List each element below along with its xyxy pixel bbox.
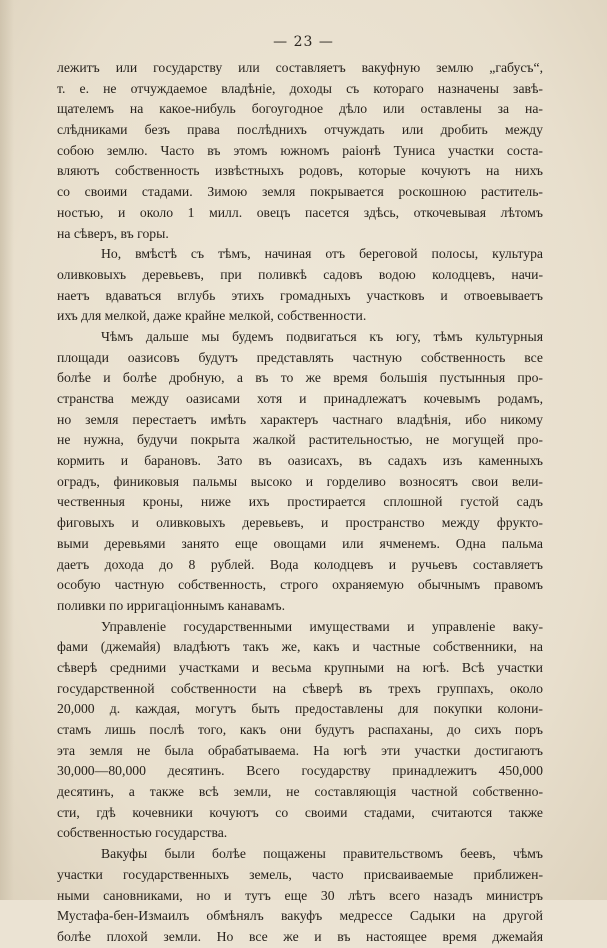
text-line: площади оазисовъ будутъ представлять частную собственность все — [57, 349, 543, 365]
text-line: Но, вмѣстѣ съ тѣмъ, начиная отъ береговой полосы, культура — [101, 246, 543, 262]
text-line: со своими стадами. Зимою земля покрывается роскошною раститель- — [57, 184, 543, 200]
text-line: сѣверѣ средними участками и весьма крупными на югѣ. Всѣ участки — [57, 659, 543, 675]
text-line: поливки по ирригаціоннымъ канавамъ. — [57, 597, 286, 613]
page-number: — 23 — — [273, 34, 334, 50]
text-line: Управленіе государственными имуществами и управленіе ваку- — [101, 618, 543, 634]
text-line: оливковыхъ деревьевъ, при поливкѣ садовъ водою колодцевъ, начи- — [57, 266, 543, 282]
text-line: болѣе и болѣе дробную, а въ то же время большія пустынныя про- — [57, 370, 543, 386]
text-line: щателемъ на какое-нибуль богоугодное дѣло или оставлены за на- — [57, 101, 543, 117]
text-line: болѣе плохой земли. Но все же и въ настоящее время джемайя — [57, 928, 543, 944]
text-line: фами (джемайя) владѣютъ такъ же, какъ и частные собственники, на — [57, 639, 543, 655]
text-line: участки государственныхъ земель, часто присваиваемые приближен- — [57, 866, 543, 882]
text-line: на сѣверъ, въ горы. — [57, 225, 169, 241]
paragraph — [57, 327, 543, 617]
text-line: фиговыхъ и оливковыхъ деревьевъ, и пространство между фрукто- — [57, 515, 543, 531]
text-line: ностью, и около 1 милл. овецъ пасется здѣсь, откочевывая лѣтомъ — [57, 204, 543, 220]
text-line: лежитъ или государству или составляетъ вакуфную землю „габусъ“, — [57, 60, 543, 75]
text-line: 30,000—80,000 десятинъ. Всего государству принадлежитъ 450,000 — [57, 763, 543, 779]
text-line: ными сановниками, но и тутъ еще 30 лѣтъ всего назадъ министръ — [57, 887, 543, 903]
text-line: особую частную собственность, строго охраняемую обычнымъ правомъ — [57, 577, 543, 593]
text-line: странства между оазисами хотя и принадлежатъ кочевымъ родамъ, — [57, 391, 543, 406]
text-line: не нужна, будучи покрыта жалкой растительностью, не могущей про- — [57, 432, 543, 448]
text-line: даетъ дохода до 8 рублей. Вода колодцевъ и ручьевъ составляетъ — [57, 556, 543, 572]
paragraph — [57, 617, 543, 845]
text-line: наетъ вдаваться вглубь этихъ громадныхъ участковъ и отвоевываетъ — [57, 287, 543, 303]
text-line: собственностью государства. — [57, 825, 228, 841]
text-line: слѣдниками безъ права послѣднихъ отчуждать или дробить между — [57, 122, 543, 138]
text-line: оградъ, финиковыя пальмы высоко и горделиво возносятъ свои вели- — [57, 473, 543, 489]
paragraph — [57, 244, 543, 327]
text-line: но земля перестаетъ имѣть характеръ частнаго владѣнія, ибо никому — [57, 411, 543, 427]
text-line: ихъ для мелкой, даже крайне мелкой, собственности. — [57, 308, 367, 324]
text-line: кормить и барановъ. Зато въ оазисахъ, въ садахъ изъ каменныхъ — [57, 453, 543, 469]
page-edge-shadow — [0, 0, 14, 900]
text-line: собою землю. Часто въ этомъ южномъ раіонѣ Туниса участки соста- — [57, 142, 543, 158]
body-text — [57, 58, 543, 948]
text-line: эта земля не была обрабатываема. На югѣ эти участки достигаютъ — [57, 742, 543, 758]
text-line: стамъ лишь послѣ того, какъ они будутъ распаханы, до сихъ поръ — [57, 722, 543, 737]
paragraph — [57, 844, 543, 947]
text-line: Чѣмъ дальше мы будемъ подвигаться къ югу, тѣмъ культурныя — [101, 328, 543, 344]
paragraph — [57, 58, 543, 244]
text-line: десятинъ, а также всѣ земли, не составляющія частной собственно- — [57, 784, 543, 800]
text-line: 20,000 д. каждая, могутъ быть предоставлены для покупки колони- — [57, 701, 543, 717]
text-line: Вакуфы были болѣе пощажены правительствомъ беевъ, чѣмъ — [101, 846, 543, 862]
text-line: сти, гдѣ кочевники кочуютъ со своими стадами, считаются также — [57, 804, 543, 820]
text-line: государственной собственности на сѣверѣ въ трехъ группахъ, около — [57, 680, 543, 696]
text-line: вляютъ собственность извѣстныхъ родовъ, которые кочуютъ на нихъ — [57, 163, 543, 179]
text-line: чественныя кроны, ниже ихъ простирается сплошной густой садъ — [57, 494, 543, 510]
text-line: выми деревьями занято еще овощами или ячменемъ. Одна пальма — [57, 535, 543, 551]
text-line: т. е. не отчуждаемое владѣніе, доходы съ котораго назначены завѣ- — [57, 80, 543, 96]
text-line: Мустафа-бен-Измаилъ обмѣнялъ вакуфъ медрессе Садыки на другой — [57, 908, 543, 924]
